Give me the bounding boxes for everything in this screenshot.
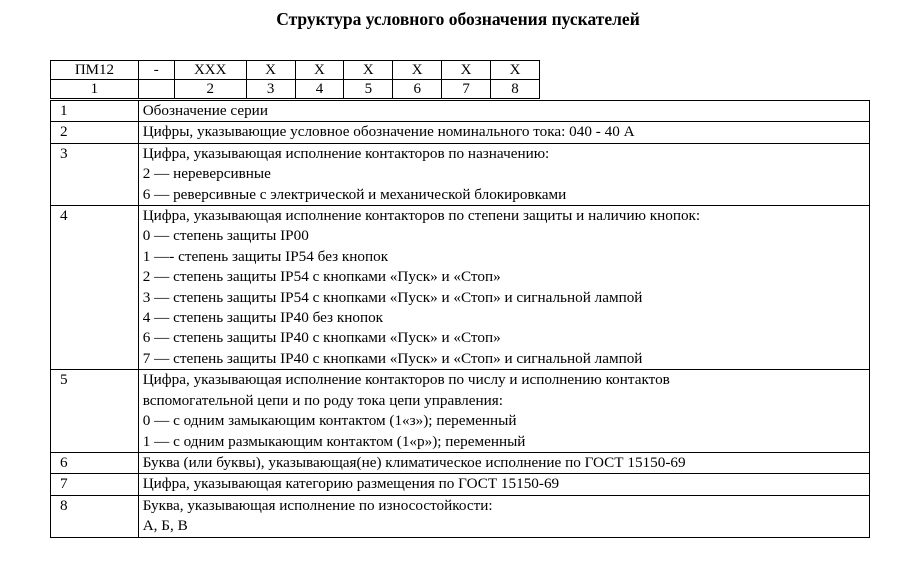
row-description: [138, 143, 869, 205]
position-cell: 5: [344, 80, 393, 99]
description-line: Обозначение серии: [142, 102, 268, 119]
code-row: [51, 61, 540, 80]
row-number: 6: [51, 452, 139, 473]
code-cell: Х: [344, 61, 393, 80]
description-line: Цифра, указывающая исполнение контакторов по степени защиты и наличию кнопок:: [142, 207, 701, 225]
row-description: [138, 452, 869, 473]
table-row: [51, 122, 870, 143]
description-table: [50, 100, 870, 538]
table-row: [51, 495, 870, 537]
row-description: [138, 495, 869, 537]
position-cell: 1: [51, 80, 139, 99]
code-cell: Х: [295, 61, 344, 80]
designation-code-table: [50, 60, 540, 99]
code-cell: Х: [393, 61, 442, 80]
row-description: [138, 101, 869, 122]
table-row: [51, 370, 870, 453]
description-line: 4 — степень защиты IP40 без кнопок: [142, 309, 384, 327]
row-number: 8: [51, 495, 139, 537]
position-cell: 3: [246, 80, 295, 99]
position-cell: 7: [442, 80, 491, 99]
table-row: [51, 143, 870, 205]
code-cell: Х: [246, 61, 295, 80]
table-row: [51, 452, 870, 473]
row-description: [138, 370, 869, 453]
position-cell: [138, 80, 174, 99]
description-line: 0 — с одним замыкающим контактом (1«з»); переменный: [142, 412, 517, 430]
row-description: [138, 206, 869, 370]
description-line: 2 — степень защиты IP54 с кнопками «Пуск» и «Стоп»: [142, 268, 501, 286]
table-row: [51, 101, 870, 122]
code-cell: Х: [491, 61, 540, 80]
description-line: 2 — нереверсивные: [142, 165, 271, 183]
description-line: 0 — степень защиты IP00: [142, 227, 309, 245]
row-number: 2: [51, 122, 139, 143]
code-cell: Х: [442, 61, 491, 80]
description-line: Цифры, указывающие условное обозначение номинального тока: 040 - 40 А: [142, 123, 635, 141]
description-line: 6 — реверсивные с электрической и механической блокировками: [142, 185, 567, 203]
table-row: [51, 206, 870, 370]
description-line: вспомогательной цепи и по роду тока цепи управления:: [142, 391, 503, 409]
row-description: [138, 474, 869, 495]
description-line: Цифра, указывающая исполнение контакторов по числу и исполнению контактов: [142, 371, 670, 389]
description-line: 1 —- степень защиты IP54 без кнопок: [142, 247, 389, 265]
row-number: 5: [51, 370, 139, 453]
description-line: Буква, указывающая исполнение по износостойкости:: [142, 496, 493, 514]
row-number: 7: [51, 474, 139, 495]
description-line: Буква (или буквы), указывающая(не) климатическое исполнение по ГОСТ 15150-69: [142, 453, 686, 471]
row-description: [138, 122, 869, 143]
position-cell: 4: [295, 80, 344, 99]
description-line: 6 — степень защиты IP40 с кнопками «Пуск» и «Стоп»: [142, 329, 501, 347]
row-number: 1: [51, 101, 139, 122]
description-line: 1 — с одним размыкающим контактом (1«р»); переменный: [142, 432, 526, 450]
row-number: 3: [51, 143, 139, 205]
code-cell: ПМ12: [51, 61, 139, 80]
description-line: 7 — степень защиты IP40 с кнопками «Пуск» и «Стоп» и сигнальной лампой: [142, 349, 643, 367]
row-number: 4: [51, 206, 139, 370]
description-line: Цифра, указывающая исполнение контакторов по назначению:: [142, 144, 550, 162]
position-cell: 2: [174, 80, 246, 99]
position-cell: 8: [491, 80, 540, 99]
code-cell: -: [138, 61, 174, 80]
description-line: А, Б, В: [142, 517, 188, 535]
position-row: [51, 80, 540, 99]
description-line: Цифра, указывающая категорию размещения по ГОСТ 15150-69: [142, 475, 560, 493]
page-title: Структура условного обозначения пускателей: [276, 9, 640, 29]
description-line: 3 — степень защиты IP54 с кнопками «Пуск» и «Стоп» и сигнальной лампой: [142, 288, 643, 306]
code-cell: ХХХ: [174, 61, 246, 80]
table-row: [51, 474, 870, 495]
position-cell: 6: [393, 80, 442, 99]
